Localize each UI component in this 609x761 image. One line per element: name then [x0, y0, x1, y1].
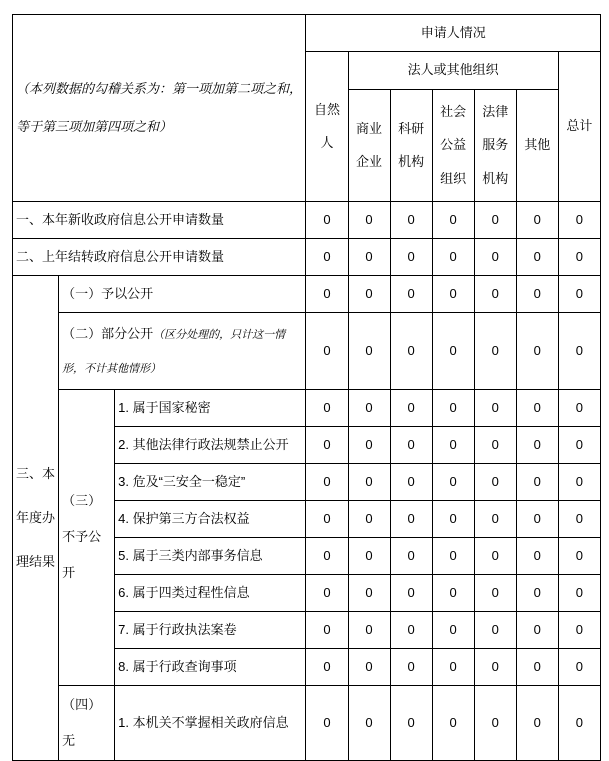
data-cell: 0	[390, 611, 432, 648]
partial-label: （二）部分公开	[62, 325, 154, 341]
data-cell: 0	[558, 238, 600, 275]
data-cell: 0	[390, 574, 432, 611]
data-cell: 0	[516, 201, 558, 238]
data-cell: 0	[558, 312, 600, 389]
data-cell: 0	[432, 275, 474, 312]
data-cell: 0	[348, 574, 390, 611]
data-cell: 0	[432, 685, 474, 761]
data-cell: 0	[306, 537, 348, 574]
row-label-denied-8: 8. 属于行政查询事项	[115, 648, 306, 685]
data-cell: 0	[516, 389, 558, 426]
data-cell: 0	[348, 201, 390, 238]
data-cell: 0	[474, 648, 516, 685]
data-cell: 0	[348, 426, 390, 463]
disclosure-requests-table	[12, 14, 601, 761]
data-cell: 0	[516, 275, 558, 312]
data-cell: 0	[306, 685, 348, 761]
data-cell: 0	[474, 537, 516, 574]
data-cell: 0	[432, 574, 474, 611]
data-cell: 0	[558, 574, 600, 611]
data-cell: 0	[348, 500, 390, 537]
data-cell: 0	[516, 537, 558, 574]
data-cell: 0	[348, 463, 390, 500]
data-cell: 0	[558, 648, 600, 685]
data-cell: 0	[432, 463, 474, 500]
data-cell: 0	[348, 685, 390, 761]
data-cell: 0	[432, 648, 474, 685]
row-label-granted: （一）予以公开	[59, 275, 306, 312]
data-cell: 0	[432, 500, 474, 537]
data-cell: 0	[390, 463, 432, 500]
data-cell: 0	[348, 389, 390, 426]
data-cell: 0	[432, 312, 474, 389]
data-cell: 0	[306, 463, 348, 500]
data-cell: 0	[306, 275, 348, 312]
data-cell: 0	[474, 312, 516, 389]
data-cell: 0	[390, 537, 432, 574]
data-cell: 0	[348, 275, 390, 312]
data-cell: 0	[474, 238, 516, 275]
data-cell: 0	[516, 500, 558, 537]
data-cell: 0	[474, 426, 516, 463]
header-org-column-research: 科研机构	[390, 89, 432, 201]
data-cell: 0	[390, 389, 432, 426]
data-cell: 0	[516, 685, 558, 761]
header-natural-person: 自然人	[306, 51, 348, 201]
data-cell: 0	[306, 238, 348, 275]
data-cell: 0	[474, 500, 516, 537]
data-cell: 0	[390, 648, 432, 685]
data-cell: 0	[348, 611, 390, 648]
row-label-denied-6: 6. 属于四类过程性信息	[115, 574, 306, 611]
row-label-partial	[59, 312, 306, 389]
data-cell: 0	[306, 312, 348, 389]
header-org-column-public-welfare: 社会公益组织	[432, 89, 474, 201]
data-cell: 0	[516, 238, 558, 275]
data-cell: 0	[474, 611, 516, 648]
data-cell: 0	[558, 275, 600, 312]
data-cell: 0	[390, 500, 432, 537]
data-cell: 0	[390, 312, 432, 389]
group-label-denied: （三）不予公开	[59, 389, 115, 685]
row-label-denied-2: 2. 其他法律行政法规禁止公开	[115, 426, 306, 463]
data-cell: 0	[558, 537, 600, 574]
data-cell: 0	[306, 500, 348, 537]
data-cell: 0	[474, 463, 516, 500]
data-cell: 0	[306, 426, 348, 463]
data-cell: 0	[474, 574, 516, 611]
data-cell: 0	[306, 574, 348, 611]
header-applicant-status: 申请人情况	[306, 15, 601, 52]
data-cell: 0	[432, 611, 474, 648]
data-cell: 0	[348, 312, 390, 389]
data-cell: 0	[558, 426, 600, 463]
data-cell: 0	[390, 685, 432, 761]
data-cell: 0	[432, 201, 474, 238]
row-label-denied-5: 5. 属于三类内部事务信息	[115, 537, 306, 574]
data-cell: 0	[516, 611, 558, 648]
data-cell: 0	[432, 426, 474, 463]
header-total: 总计	[558, 51, 600, 201]
row-label-carryover: 二、上年结转政府信息公开申请数量	[13, 238, 306, 275]
data-cell: 0	[516, 648, 558, 685]
data-cell: 0	[558, 685, 600, 761]
data-cell: 0	[516, 312, 558, 389]
data-cell: 0	[432, 238, 474, 275]
data-cell: 0	[474, 389, 516, 426]
data-cell: 0	[348, 238, 390, 275]
row-label-denied-3: 3. 危及“三安全一稳定”	[115, 463, 306, 500]
data-cell: 0	[390, 275, 432, 312]
data-cell: 0	[348, 537, 390, 574]
data-cell: 0	[558, 463, 600, 500]
data-cell: 0	[390, 238, 432, 275]
group-label-unable: （四）无	[59, 685, 115, 761]
header-org-column-other: 其他	[516, 89, 558, 201]
header-legal-or-other-org: 法人或其他组织	[348, 51, 558, 89]
data-cell: 0	[516, 463, 558, 500]
data-cell: 0	[306, 201, 348, 238]
data-cell: 0	[390, 426, 432, 463]
row-label-unable-1: 1. 本机关不掌握相关政府信息	[115, 685, 306, 761]
header-org-column-business: 商业企业	[348, 89, 390, 201]
partial-label-note: （区分处理的，只计这一情形，不计其他情形）	[62, 328, 286, 375]
data-cell: 0	[516, 574, 558, 611]
data-cell: 0	[558, 201, 600, 238]
data-cell: 0	[516, 426, 558, 463]
row-label-denied-1: 1. 属于国家秘密	[115, 389, 306, 426]
data-cell: 0	[474, 201, 516, 238]
data-cell: 0	[306, 389, 348, 426]
header-org-column-legal-service: 法律服务机构	[474, 89, 516, 201]
data-cell: 0	[474, 275, 516, 312]
data-cell: 0	[474, 685, 516, 761]
data-cell: 0	[558, 500, 600, 537]
row-label-denied-7: 7. 属于行政执法案卷	[115, 611, 306, 648]
data-cell: 0	[348, 648, 390, 685]
data-cell: 0	[432, 537, 474, 574]
data-cell: 0	[390, 201, 432, 238]
data-cell: 0	[558, 389, 600, 426]
section3-label-cell: 三、本年度办理结果	[13, 275, 59, 761]
row-label-denied-4: 4. 保护第三方合法权益	[115, 500, 306, 537]
data-cell: 0	[432, 389, 474, 426]
row-label-new-requests: 一、本年新收政府信息公开申请数量	[13, 201, 306, 238]
data-cell: 0	[306, 648, 348, 685]
table-note-cell: （本列数据的勾稽关系为：第一项加第二项之和，等于第三项加第四项之和）	[13, 15, 306, 202]
data-cell: 0	[558, 611, 600, 648]
data-cell: 0	[306, 611, 348, 648]
